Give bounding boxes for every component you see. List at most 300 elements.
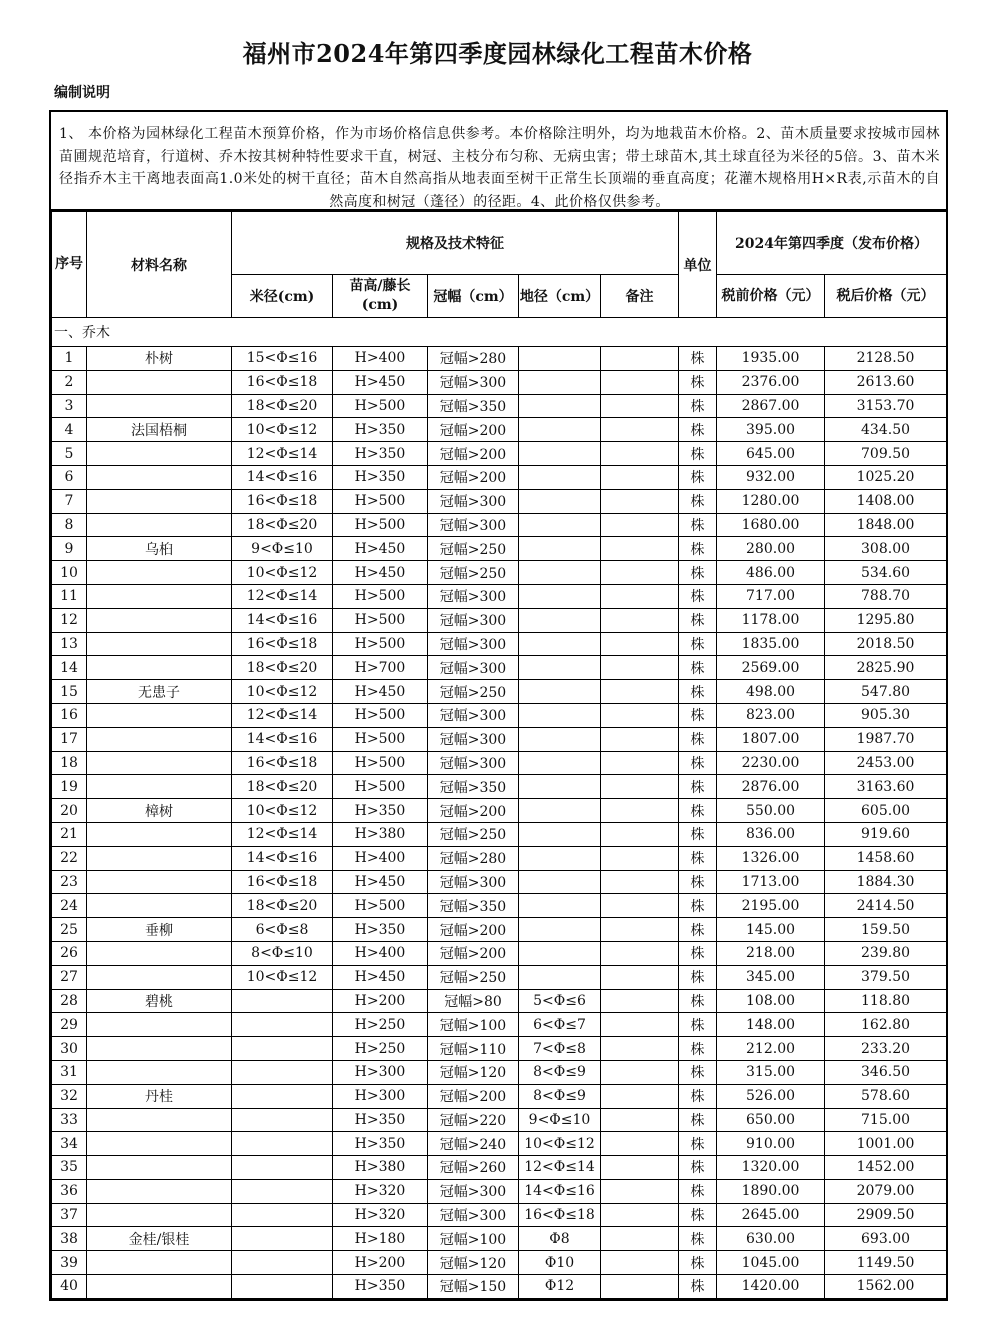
name-cell [87, 1132, 232, 1156]
remark-cell [601, 751, 679, 775]
seq-cell: 27 [52, 965, 87, 989]
diameter-cell: 8<Φ≤10 [232, 941, 333, 965]
pre-tax-cell: 218.00 [717, 941, 825, 965]
height-cell: H>350 [333, 1108, 428, 1132]
table-row [52, 799, 947, 823]
pre-tax-cell: 910.00 [717, 1132, 825, 1156]
unit-cell: 株 [679, 513, 717, 537]
remark-cell [601, 1179, 679, 1203]
table-row [52, 727, 947, 751]
ground-cell: Φ10 [519, 1251, 601, 1275]
pre-tax-cell: 1280.00 [717, 489, 825, 513]
ground-cell [519, 561, 601, 585]
remark-cell [601, 1084, 679, 1108]
height-cell: H>450 [333, 680, 428, 704]
ground-cell: 14<Φ≤16 [519, 1179, 601, 1203]
pre-tax-cell: 1835.00 [717, 632, 825, 656]
remark-cell [601, 1227, 679, 1251]
diameter-cell: 12<Φ≤14 [232, 822, 333, 846]
pre-tax-cell: 1420.00 [717, 1275, 825, 1299]
post-tax-cell: 788.70 [825, 584, 947, 608]
name-cell [87, 465, 232, 489]
diameter-cell: 16<Φ≤18 [232, 870, 333, 894]
diameter-cell: 9<Φ≤10 [232, 537, 333, 561]
ground-cell: 6<Φ≤7 [519, 1013, 601, 1037]
ground-cell [519, 965, 601, 989]
table-row [52, 894, 947, 918]
height-cell: H>500 [333, 489, 428, 513]
post-tax-cell: 605.00 [825, 799, 947, 823]
post-tax-cell: 434.50 [825, 418, 947, 442]
crown-cell: 冠幅>100 [428, 1013, 519, 1037]
crown-cell: 冠幅>280 [428, 347, 519, 371]
name-cell [87, 370, 232, 394]
unit-cell: 株 [679, 1275, 717, 1299]
post-tax-cell: 2079.00 [825, 1179, 947, 1203]
compilation-notes: 1、 本价格为园林绿化工程苗木预算价格，作为市场价格信息供参考。本价格除注明外，均为地栽苗木价格。2、苗木质量要求按城市园林苗圃规范培育，行道树、乔木按其树种特性要求干直，树冠、主枝分布匀称、无病虫害；带土球苗木,其土球直径为米径的5倍。3、苗木米径指乔木主干离地表面高1.0米处的树干直径；苗木自然高指从地表面至树干正常生长顶端的垂直高度；花灌木规格用H×R表,示苗木的自然高度和树冠（蓬径）的径距。4、此价格仅供参考。 [51, 112, 946, 211]
ground-cell: 10<Φ≤12 [519, 1132, 601, 1156]
height-cell: H>250 [333, 1013, 428, 1037]
crown-cell: 冠幅>300 [428, 1179, 519, 1203]
header-crown: 冠幅（cm） [428, 275, 519, 318]
post-tax-cell: 239.80 [825, 941, 947, 965]
table-row [52, 347, 947, 371]
crown-cell: 冠幅>250 [428, 965, 519, 989]
page-title: 福州市2024年第四季度园林绿化工程苗木价格 [242, 39, 753, 68]
name-cell [87, 727, 232, 751]
seq-cell: 13 [52, 632, 87, 656]
seq-cell: 12 [52, 608, 87, 632]
remark-cell [601, 965, 679, 989]
seq-cell: 9 [52, 537, 87, 561]
ground-cell [519, 394, 601, 418]
pre-tax-cell: 1713.00 [717, 870, 825, 894]
height-cell: H>180 [333, 1227, 428, 1251]
diameter-cell: 12<Φ≤14 [232, 442, 333, 466]
pre-tax-cell: 932.00 [717, 465, 825, 489]
name-cell [87, 1203, 232, 1227]
pre-tax-cell: 212.00 [717, 1037, 825, 1061]
diameter-cell [232, 1013, 333, 1037]
crown-cell: 冠幅>300 [428, 751, 519, 775]
post-tax-cell: 3163.60 [825, 775, 947, 799]
section-subtitle: 编制说明 [54, 85, 110, 101]
pre-tax-cell: 345.00 [717, 965, 825, 989]
pre-tax-cell: 148.00 [717, 1013, 825, 1037]
name-cell [87, 656, 232, 680]
name-cell: 无患子 [87, 680, 232, 704]
price-table-body [52, 318, 947, 1299]
diameter-cell: 10<Φ≤12 [232, 561, 333, 585]
post-tax-cell: 308.00 [825, 537, 947, 561]
name-cell [87, 513, 232, 537]
unit-cell: 株 [679, 870, 717, 894]
table-row [52, 584, 947, 608]
remark-cell [601, 537, 679, 561]
seq-cell: 5 [52, 442, 87, 466]
crown-cell: 冠幅>250 [428, 822, 519, 846]
unit-cell: 株 [679, 1203, 717, 1227]
header-name: 材料名称 [87, 212, 232, 318]
crown-cell: 冠幅>110 [428, 1037, 519, 1061]
name-cell: 法国梧桐 [87, 418, 232, 442]
height-cell: H>380 [333, 1156, 428, 1180]
table-row [52, 1275, 947, 1299]
name-cell [87, 1013, 232, 1037]
seq-cell: 1 [52, 347, 87, 371]
seq-cell: 4 [52, 418, 87, 442]
seq-cell: 33 [52, 1108, 87, 1132]
height-cell: H>380 [333, 822, 428, 846]
remark-cell [601, 870, 679, 894]
seq-cell: 8 [52, 513, 87, 537]
unit-cell: 株 [679, 1108, 717, 1132]
remark-cell [601, 1108, 679, 1132]
table-row [52, 822, 947, 846]
height-cell: H>350 [333, 918, 428, 942]
seq-cell: 21 [52, 822, 87, 846]
header-price-group: 2024年第四季度（发布价格） [717, 212, 947, 275]
height-cell: H>320 [333, 1179, 428, 1203]
crown-cell: 冠幅>80 [428, 989, 519, 1013]
ground-cell [519, 656, 601, 680]
unit-cell: 株 [679, 537, 717, 561]
diameter-cell: 6<Φ≤8 [232, 918, 333, 942]
height-cell: H>500 [333, 513, 428, 537]
remark-cell [601, 799, 679, 823]
height-cell: H>250 [333, 1037, 428, 1061]
pre-tax-cell: 630.00 [717, 1227, 825, 1251]
header-unit: 单位 [679, 212, 717, 318]
diameter-cell: 14<Φ≤16 [232, 608, 333, 632]
crown-cell: 冠幅>350 [428, 394, 519, 418]
diameter-cell: 15<Φ≤16 [232, 347, 333, 371]
diameter-cell: 16<Φ≤18 [232, 632, 333, 656]
pre-tax-cell: 2867.00 [717, 394, 825, 418]
remark-cell [601, 442, 679, 466]
height-cell: H>450 [333, 965, 428, 989]
remark-cell [601, 703, 679, 727]
crown-cell: 冠幅>350 [428, 775, 519, 799]
post-tax-cell: 1025.20 [825, 465, 947, 489]
height-cell: H>350 [333, 465, 428, 489]
post-tax-cell: 1001.00 [825, 1132, 947, 1156]
post-tax-cell: 233.20 [825, 1037, 947, 1061]
name-cell [87, 1251, 232, 1275]
ground-cell: Φ12 [519, 1275, 601, 1299]
height-cell: H>400 [333, 941, 428, 965]
table-row [52, 418, 947, 442]
seq-cell: 35 [52, 1156, 87, 1180]
remark-cell [601, 1060, 679, 1084]
diameter-cell [232, 1060, 333, 1084]
unit-cell: 株 [679, 418, 717, 442]
post-tax-cell: 1295.80 [825, 608, 947, 632]
remark-cell [601, 347, 679, 371]
pre-tax-cell: 1045.00 [717, 1251, 825, 1275]
post-tax-cell: 534.60 [825, 561, 947, 585]
post-tax-cell: 1562.00 [825, 1275, 947, 1299]
seq-cell: 10 [52, 561, 87, 585]
pre-tax-cell: 645.00 [717, 442, 825, 466]
post-tax-cell: 1408.00 [825, 489, 947, 513]
seq-cell: 28 [52, 989, 87, 1013]
pre-tax-cell: 2195.00 [717, 894, 825, 918]
table-row [52, 1037, 947, 1061]
post-tax-cell: 2453.00 [825, 751, 947, 775]
diameter-cell: 12<Φ≤14 [232, 584, 333, 608]
post-tax-cell: 919.60 [825, 822, 947, 846]
name-cell: 碧桃 [87, 989, 232, 1013]
pre-tax-cell: 836.00 [717, 822, 825, 846]
remark-cell [601, 370, 679, 394]
diameter-cell [232, 1132, 333, 1156]
height-cell: H>350 [333, 799, 428, 823]
seq-cell: 26 [52, 941, 87, 965]
remark-cell [601, 727, 679, 751]
ground-cell [519, 846, 601, 870]
table-row [52, 1013, 947, 1037]
unit-cell: 株 [679, 442, 717, 466]
crown-cell: 冠幅>200 [428, 918, 519, 942]
diameter-cell [232, 1108, 333, 1132]
unit-cell: 株 [679, 561, 717, 585]
diameter-cell: 14<Φ≤16 [232, 846, 333, 870]
crown-cell: 冠幅>300 [428, 370, 519, 394]
pre-tax-cell: 108.00 [717, 989, 825, 1013]
ground-cell [519, 513, 601, 537]
name-cell: 丹桂 [87, 1084, 232, 1108]
crown-cell: 冠幅>220 [428, 1108, 519, 1132]
ground-cell [519, 894, 601, 918]
seq-cell: 39 [52, 1251, 87, 1275]
diameter-cell [232, 1156, 333, 1180]
unit-cell: 株 [679, 1013, 717, 1037]
table-row [52, 1108, 947, 1132]
ground-cell [519, 727, 601, 751]
height-cell: H>300 [333, 1060, 428, 1084]
unit-cell: 株 [679, 347, 717, 371]
post-tax-cell: 118.80 [825, 989, 947, 1013]
table-row [52, 1251, 947, 1275]
crown-cell: 冠幅>300 [428, 513, 519, 537]
remark-cell [601, 608, 679, 632]
diameter-cell: 18<Φ≤20 [232, 775, 333, 799]
height-cell: H>200 [333, 989, 428, 1013]
pre-tax-cell: 1680.00 [717, 513, 825, 537]
crown-cell: 冠幅>300 [428, 489, 519, 513]
remark-cell [601, 1275, 679, 1299]
unit-cell: 株 [679, 1179, 717, 1203]
pre-tax-cell: 526.00 [717, 1084, 825, 1108]
pre-tax-cell: 1326.00 [717, 846, 825, 870]
post-tax-cell: 379.50 [825, 965, 947, 989]
diameter-cell: 18<Φ≤20 [232, 894, 333, 918]
remark-cell [601, 1132, 679, 1156]
height-cell: H>500 [333, 751, 428, 775]
unit-cell: 株 [679, 1084, 717, 1108]
unit-cell: 株 [679, 822, 717, 846]
ground-cell: 8<Φ≤9 [519, 1060, 601, 1084]
table-row [52, 870, 947, 894]
crown-cell: 冠幅>120 [428, 1251, 519, 1275]
unit-cell: 株 [679, 632, 717, 656]
ground-cell [519, 775, 601, 799]
diameter-cell: 12<Φ≤14 [232, 703, 333, 727]
header-seq: 序号 [52, 212, 87, 318]
crown-cell: 冠幅>200 [428, 799, 519, 823]
crown-cell: 冠幅>260 [428, 1156, 519, 1180]
height-cell: H>300 [333, 1084, 428, 1108]
unit-cell: 株 [679, 1251, 717, 1275]
unit-cell: 株 [679, 727, 717, 751]
pre-tax-cell: 2645.00 [717, 1203, 825, 1227]
height-cell: H>700 [333, 656, 428, 680]
pre-tax-cell: 145.00 [717, 918, 825, 942]
remark-cell [601, 1037, 679, 1061]
remark-cell [601, 846, 679, 870]
ground-cell [519, 680, 601, 704]
ground-cell: 9<Φ≤10 [519, 1108, 601, 1132]
crown-cell: 冠幅>300 [428, 656, 519, 680]
diameter-cell: 10<Φ≤12 [232, 418, 333, 442]
height-cell: H>400 [333, 846, 428, 870]
post-tax-cell: 2909.50 [825, 1203, 947, 1227]
unit-cell: 株 [679, 846, 717, 870]
unit-cell: 株 [679, 1060, 717, 1084]
diameter-cell: 10<Φ≤12 [232, 965, 333, 989]
remark-cell [601, 680, 679, 704]
unit-cell: 株 [679, 656, 717, 680]
name-cell [87, 1060, 232, 1084]
crown-cell: 冠幅>300 [428, 632, 519, 656]
table-row [52, 1179, 947, 1203]
table-row [52, 608, 947, 632]
diameter-cell: 10<Φ≤12 [232, 799, 333, 823]
remark-cell [601, 561, 679, 585]
table-row [52, 370, 947, 394]
seq-cell: 37 [52, 1203, 87, 1227]
ground-cell [519, 465, 601, 489]
seq-cell: 15 [52, 680, 87, 704]
table-row [52, 561, 947, 585]
remark-cell [601, 632, 679, 656]
name-cell [87, 965, 232, 989]
crown-cell: 冠幅>120 [428, 1060, 519, 1084]
unit-cell: 株 [679, 1132, 717, 1156]
post-tax-cell: 2414.50 [825, 894, 947, 918]
pre-tax-cell: 1320.00 [717, 1156, 825, 1180]
seq-cell: 19 [52, 775, 87, 799]
table-row [52, 394, 947, 418]
crown-cell: 冠幅>240 [428, 1132, 519, 1156]
table-row [52, 1060, 947, 1084]
ground-cell [519, 632, 601, 656]
remark-cell [601, 1156, 679, 1180]
pre-tax-cell: 280.00 [717, 537, 825, 561]
price-sheet [49, 110, 948, 1301]
post-tax-cell: 162.80 [825, 1013, 947, 1037]
diameter-cell [232, 1251, 333, 1275]
ground-cell [519, 370, 601, 394]
diameter-cell: 14<Φ≤16 [232, 727, 333, 751]
diameter-cell [232, 1179, 333, 1203]
pre-tax-cell: 2230.00 [717, 751, 825, 775]
header-remark: 备注 [601, 275, 679, 318]
diameter-cell [232, 989, 333, 1013]
height-cell: H>500 [333, 775, 428, 799]
ground-cell [519, 347, 601, 371]
crown-cell: 冠幅>300 [428, 870, 519, 894]
remark-cell [601, 894, 679, 918]
remark-cell [601, 394, 679, 418]
crown-cell: 冠幅>200 [428, 442, 519, 466]
diameter-cell: 16<Φ≤18 [232, 489, 333, 513]
unit-cell: 株 [679, 965, 717, 989]
remark-cell [601, 775, 679, 799]
pre-tax-cell: 1935.00 [717, 347, 825, 371]
ground-cell [519, 918, 601, 942]
table-row [52, 751, 947, 775]
crown-cell: 冠幅>300 [428, 703, 519, 727]
crown-cell: 冠幅>200 [428, 941, 519, 965]
price-table [51, 211, 947, 1299]
ground-cell [519, 537, 601, 561]
table-row [52, 1132, 947, 1156]
table-row [52, 537, 947, 561]
name-cell [87, 561, 232, 585]
seq-cell: 30 [52, 1037, 87, 1061]
unit-cell: 株 [679, 1037, 717, 1061]
post-tax-cell: 159.50 [825, 918, 947, 942]
ground-cell: Φ8 [519, 1227, 601, 1251]
seq-cell: 17 [52, 727, 87, 751]
post-tax-cell: 547.80 [825, 680, 947, 704]
diameter-cell: 18<Φ≤20 [232, 656, 333, 680]
seq-cell: 38 [52, 1227, 87, 1251]
post-tax-cell: 1884.30 [825, 870, 947, 894]
table-row [52, 680, 947, 704]
seq-cell: 3 [52, 394, 87, 418]
name-cell [87, 894, 232, 918]
crown-cell: 冠幅>150 [428, 1275, 519, 1299]
diameter-cell: 16<Φ≤18 [232, 370, 333, 394]
crown-cell: 冠幅>200 [428, 465, 519, 489]
seq-cell: 31 [52, 1060, 87, 1084]
table-row [52, 656, 947, 680]
name-cell [87, 1156, 232, 1180]
crown-cell: 冠幅>250 [428, 680, 519, 704]
pre-tax-cell: 486.00 [717, 561, 825, 585]
table-row [52, 989, 947, 1013]
seq-cell: 16 [52, 703, 87, 727]
name-cell: 垂柳 [87, 918, 232, 942]
name-cell: 朴树 [87, 347, 232, 371]
name-cell [87, 394, 232, 418]
diameter-cell [232, 1275, 333, 1299]
ground-cell [519, 941, 601, 965]
name-cell [87, 489, 232, 513]
table-row [52, 1227, 947, 1251]
ground-cell: 7<Φ≤8 [519, 1037, 601, 1061]
unit-cell: 株 [679, 894, 717, 918]
diameter-cell [232, 1037, 333, 1061]
crown-cell: 冠幅>100 [428, 1227, 519, 1251]
post-tax-cell: 1452.00 [825, 1156, 947, 1180]
crown-cell: 冠幅>300 [428, 608, 519, 632]
remark-cell [601, 584, 679, 608]
pre-tax-cell: 315.00 [717, 1060, 825, 1084]
